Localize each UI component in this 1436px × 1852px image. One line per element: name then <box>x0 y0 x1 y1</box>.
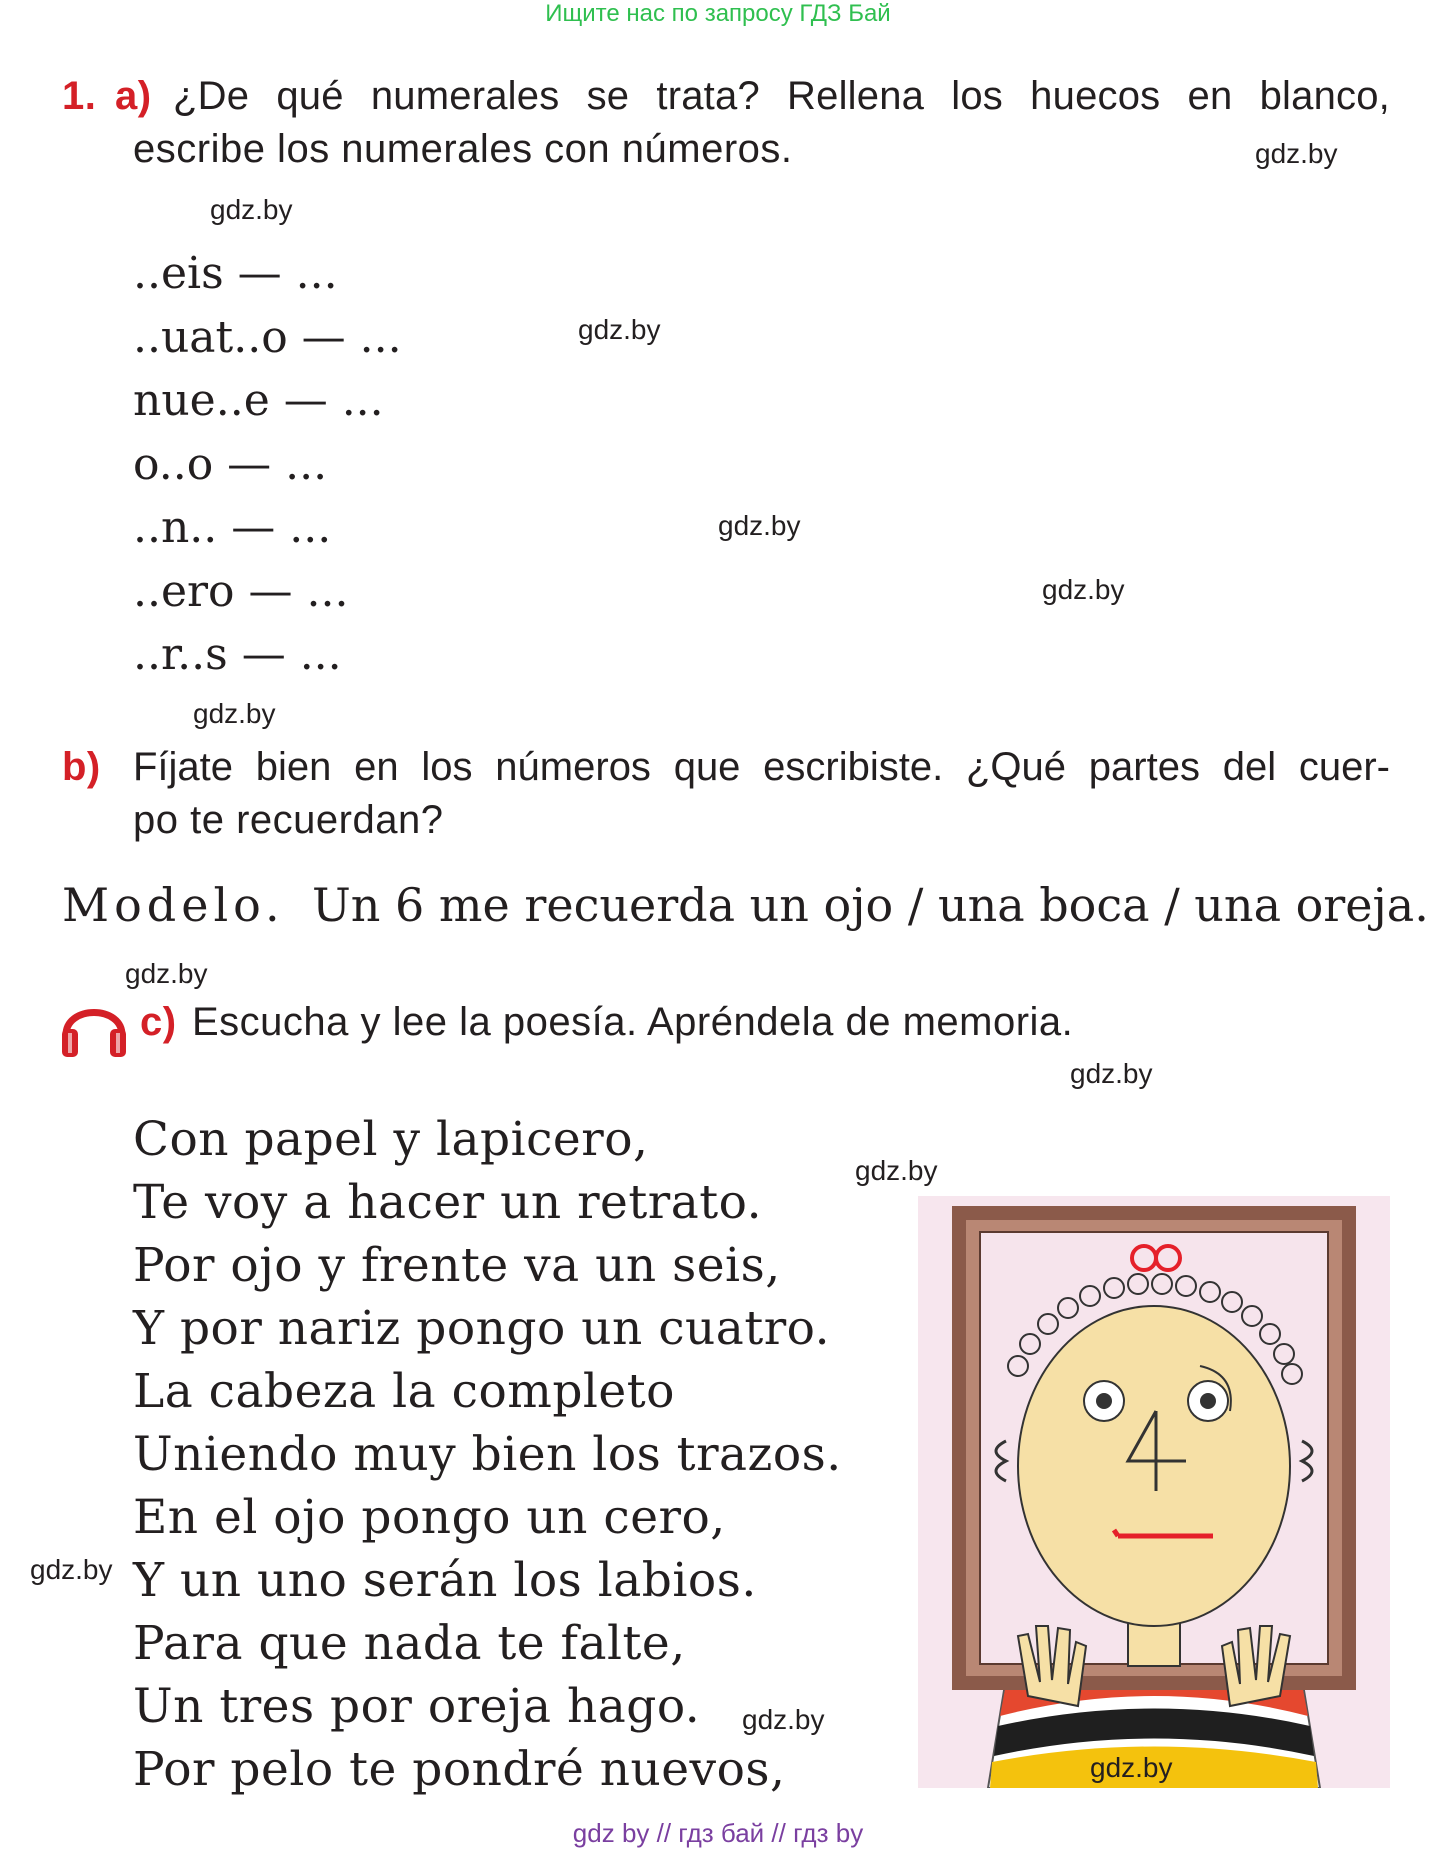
poem-line: Con papel y lapicero, <box>133 1112 649 1167</box>
footer: gdz by // гдз бай // гдз by <box>572 1818 864 1848</box>
poem-line: La cabeza la completo <box>133 1364 675 1419</box>
modelo-label: Modelo. <box>62 878 285 932</box>
puzzle-line: nue..e — ... <box>133 375 384 426</box>
poem-line: Y por nariz pongo un cuatro. <box>133 1301 831 1356</box>
top-banner: Ищите нас по запросу ГДЗ Бай <box>545 0 891 27</box>
watermark: gdz.by <box>1090 1752 1173 1783</box>
poem-line: Un tres por oreja hago. <box>133 1679 701 1734</box>
watermark: gdz.by <box>125 958 208 989</box>
watermark: gdz.by <box>855 1155 938 1186</box>
watermark: gdz.by <box>718 510 801 541</box>
poem-line: Uniendo muy bien los trazos. <box>133 1427 842 1482</box>
puzzle-line: ..n.. — ... <box>133 502 332 553</box>
puzzle-line: ..r..s — ... <box>133 629 342 680</box>
part-a-line1: ¿De qué numerales se trata? Rellena los huecos en blanco, <box>173 74 1390 118</box>
part-c-text: Escucha y lee la poesía. Apréndela de memoria. <box>192 1000 1074 1044</box>
poem-line: Por pelo te pondré nuevos, <box>133 1742 786 1797</box>
part-b-label: b) <box>62 745 101 789</box>
poem-line: En el ojo pongo un cero, <box>133 1490 726 1545</box>
part-a-label: a) <box>115 74 152 118</box>
puzzle-line: ..ero — ... <box>133 566 349 617</box>
part-b-line1: Fíjate bien en los números que escribiste. ¿Qué partes del cuer- <box>133 745 1390 789</box>
puzzle-line: o..o — ... <box>133 439 328 490</box>
watermark: gdz.by <box>210 194 293 225</box>
watermark: gdz.by <box>1042 574 1125 605</box>
watermark: gdz.by <box>1070 1058 1153 1089</box>
watermark: gdz.by <box>193 698 276 729</box>
puzzle-line: ..eis — ... <box>133 248 338 299</box>
puzzle-line: ..uat..o — ... <box>133 312 402 363</box>
portrait-illustration <box>918 1196 1390 1788</box>
watermark: gdz.by <box>30 1554 113 1585</box>
watermark: gdz.by <box>1255 138 1338 169</box>
poem-line: Por ojo y frente va un seis, <box>133 1238 781 1293</box>
poem-line: Para que nada te falte, <box>133 1616 686 1671</box>
part-c-label: c) <box>140 1000 177 1044</box>
part-b-line2: po te recuerdan? <box>133 798 444 842</box>
part-a-line2: escribe los numerales con números. <box>133 127 793 171</box>
headphones-icon[interactable] <box>60 995 128 1064</box>
task-number: 1. <box>62 74 97 118</box>
poem-line: Y un uno serán los labios. <box>133 1553 757 1608</box>
modelo-text: Un 6 me recuerda un ojo / una boca / una oreja. <box>312 878 1429 932</box>
watermark: gdz.by <box>578 314 661 345</box>
watermark: gdz.by <box>742 1704 825 1735</box>
poem-line: Te voy a hacer un retrato. <box>133 1175 763 1230</box>
